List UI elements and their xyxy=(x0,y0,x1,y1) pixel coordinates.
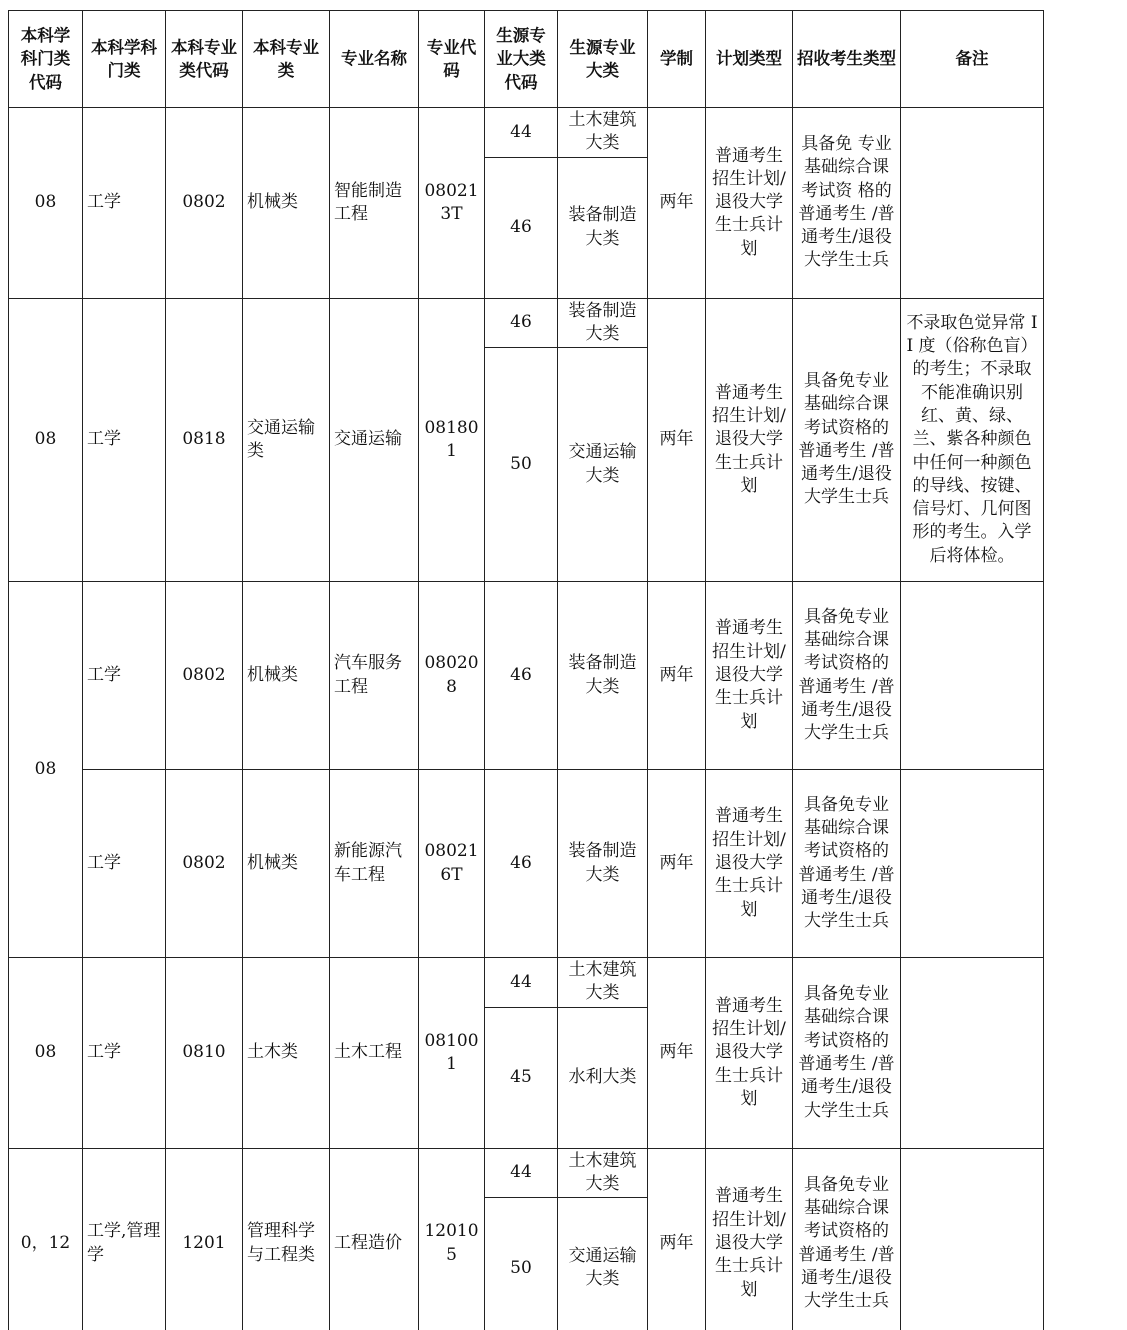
source-code-cell: 46 xyxy=(485,770,558,958)
header-source-name: 生源专业大类 xyxy=(558,11,648,108)
class-cell: 机械类 xyxy=(243,582,330,770)
table-row xyxy=(9,108,1044,158)
source-code-cell: 44 xyxy=(485,1148,558,1198)
major-name-cell: 智能制造工程 xyxy=(330,108,419,299)
student-type-cell: 具备免专业基础综合课考试资格的普通考生 /普通考生/退役大学生士兵 xyxy=(793,298,901,582)
duration-cell: 两年 xyxy=(648,770,706,958)
source-code-cell: 45 xyxy=(485,1007,558,1148)
source-code-cell: 46 xyxy=(485,582,558,770)
plan-type-cell: 普通考生招生计划/退役大学生士兵计划 xyxy=(706,582,793,770)
major-name-cell: 土木工程 xyxy=(330,958,419,1149)
student-type-cell: 具备免专业基础综合课考试资格的普通考生 /普通考生/退役大学生士兵 xyxy=(793,1148,901,1330)
source-name-cell: 土木建筑大类 xyxy=(558,108,648,158)
source-code-cell: 50 xyxy=(485,348,558,582)
class-code-cell: 0818 xyxy=(166,298,243,582)
discipline-code-cell: 08 xyxy=(9,582,83,958)
duration-cell: 两年 xyxy=(648,582,706,770)
note-cell xyxy=(901,958,1044,1149)
source-name-cell: 装备制造大类 xyxy=(558,298,648,348)
class-cell: 机械类 xyxy=(243,770,330,958)
header-class: 本科专业类 xyxy=(243,11,330,108)
major-code-cell: 080213T xyxy=(419,108,485,299)
duration-cell: 两年 xyxy=(648,108,706,299)
discipline-code-cell: 08 xyxy=(9,958,83,1149)
header-class-code: 本科专业类代码 xyxy=(166,11,243,108)
class-code-cell: 0810 xyxy=(166,958,243,1149)
major-code-cell: 080208 xyxy=(419,582,485,770)
class-cell: 交通运输类 xyxy=(243,298,330,582)
source-code-cell: 46 xyxy=(485,298,558,348)
discipline-code-cell: 0，12 xyxy=(9,1148,83,1330)
class-cell: 管理科学与工程类 xyxy=(243,1148,330,1330)
major-code-cell: 081801 xyxy=(419,298,485,582)
discipline-code-cell: 08 xyxy=(9,298,83,582)
major-code-cell: 081001 xyxy=(419,958,485,1149)
class-code-cell: 1201 xyxy=(166,1148,243,1330)
source-code-cell: 46 xyxy=(485,157,558,298)
plan-type-cell: 普通考生招生计划/退役大学生士兵计划 xyxy=(706,108,793,299)
duration-cell: 两年 xyxy=(648,958,706,1149)
student-type-cell: 具备免 专业基础综合课考试资 格的普通考生 /普通考生/退役大学生士兵 xyxy=(793,108,901,299)
note-cell xyxy=(901,582,1044,770)
student-type-cell: 具备免专业基础综合课考试资格的普通考生 /普通考生/退役大学生士兵 xyxy=(793,582,901,770)
plan-type-cell: 普通考生招生计划/退役大学生士兵计划 xyxy=(706,770,793,958)
note-cell xyxy=(901,108,1044,299)
class-code-cell: 0802 xyxy=(166,770,243,958)
major-code-cell: 120105 xyxy=(419,1148,485,1330)
source-code-cell: 44 xyxy=(485,958,558,1008)
plan-type-cell: 普通考生招生计划/退役大学生士兵计划 xyxy=(706,298,793,582)
table-row xyxy=(9,1148,1044,1198)
note-cell xyxy=(901,1148,1044,1330)
discipline-cell: 工学 xyxy=(83,770,166,958)
admissions-table xyxy=(8,10,1044,1330)
source-code-cell: 50 xyxy=(485,1198,558,1330)
major-name-cell: 汽车服务工程 xyxy=(330,582,419,770)
header-duration: 学制 xyxy=(648,11,706,108)
major-name-cell: 新能源汽车工程 xyxy=(330,770,419,958)
class-code-cell: 0802 xyxy=(166,108,243,299)
note-cell: 不录取色觉异常 II 度（俗称色盲）的考生；不录取不能准确识别红、黄、绿、兰、紫各种颜色中任何一种颜色的导线、按键、信号灯、几何图形的考生。入学后将体检。 xyxy=(901,298,1044,582)
source-name-cell: 交通运输大类 xyxy=(558,1198,648,1330)
table-row xyxy=(9,770,1044,958)
header-major-name: 专业名称 xyxy=(330,11,419,108)
class-code-cell: 0802 xyxy=(166,582,243,770)
note-cell xyxy=(901,770,1044,958)
class-cell: 机械类 xyxy=(243,108,330,299)
source-code-cell: 44 xyxy=(485,108,558,158)
discipline-cell: 工学 xyxy=(83,958,166,1149)
source-name-cell: 水利大类 xyxy=(558,1007,648,1148)
plan-type-cell: 普通考生招生计划/退役大学生士兵计划 xyxy=(706,1148,793,1330)
duration-cell: 两年 xyxy=(648,1148,706,1330)
discipline-cell: 工学 xyxy=(83,298,166,582)
class-cell: 土木类 xyxy=(243,958,330,1149)
header-note: 备注 xyxy=(901,11,1044,108)
table-row xyxy=(9,298,1044,348)
header-major-code: 专业代码 xyxy=(419,11,485,108)
source-name-cell: 交通运输大类 xyxy=(558,348,648,582)
header-student-type: 招收考生类型 xyxy=(793,11,901,108)
table-row xyxy=(9,582,1044,770)
major-name-cell: 工程造价 xyxy=(330,1148,419,1330)
source-name-cell: 装备制造大类 xyxy=(558,157,648,298)
discipline-cell: 工学 xyxy=(83,582,166,770)
major-code-cell: 080216T xyxy=(419,770,485,958)
discipline-cell: 工学 xyxy=(83,108,166,299)
table-row xyxy=(9,958,1044,1008)
source-name-cell: 装备制造大类 xyxy=(558,582,648,770)
header-source-code: 生源专业大类代码 xyxy=(485,11,558,108)
source-name-cell: 土木建筑大类 xyxy=(558,958,648,1008)
header-discipline: 本科学科门类 xyxy=(83,11,166,108)
student-type-cell: 具备免专业基础综合课考试资格的普通考生 /普通考生/退役大学生士兵 xyxy=(793,770,901,958)
plan-type-cell: 普通考生招生计划/退役大学生士兵计划 xyxy=(706,958,793,1149)
discipline-cell: 工学,管理学 xyxy=(83,1148,166,1330)
discipline-code-cell: 08 xyxy=(9,108,83,299)
source-name-cell: 土木建筑大类 xyxy=(558,1148,648,1198)
duration-cell: 两年 xyxy=(648,298,706,582)
header-row xyxy=(9,11,1044,108)
source-name-cell: 装备制造大类 xyxy=(558,770,648,958)
major-name-cell: 交通运输 xyxy=(330,298,419,582)
header-discipline-code: 本科学科门类代码 xyxy=(9,11,83,108)
student-type-cell: 具备免专业基础综合课考试资格的普通考生 /普通考生/退役大学生士兵 xyxy=(793,958,901,1149)
header-plan-type: 计划类型 xyxy=(706,11,793,108)
